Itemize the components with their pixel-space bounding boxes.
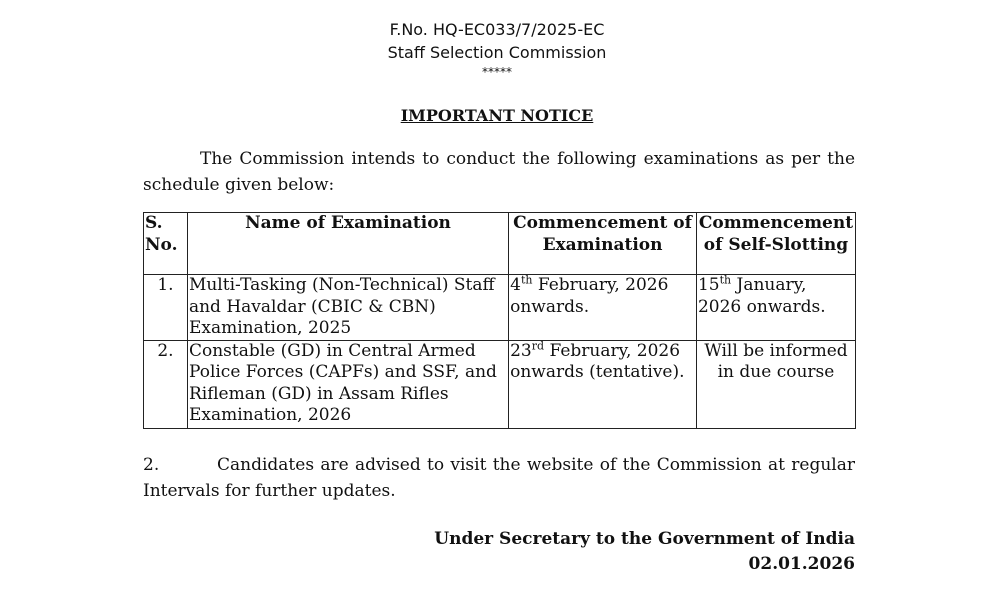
row-slot-date: Will be informed in due course [696,340,855,428]
file-number: F.No. HQ-EC033/7/2025-EC [389,20,605,39]
separator-stars: ***** [482,65,512,79]
row-exam-date [509,340,697,428]
intro-paragraph: The Commission intends to conduct the following examinations as per the schedule given below: [143,149,855,195]
slot-date-rest: January, 2026 onwards. [697,275,826,317]
row-exam-name: Multi-Tasking (Non-Technical) Staff and Havaldar (CBIC & CBN) Examination, 2025 [187,275,508,341]
slot-date-suffix: th [719,273,732,287]
exam-date-suffix: th [520,273,533,287]
exam-date-rest: February, 2026 onwards (tentative). [510,340,685,382]
advisory-text: Candidates are advised to visit the website of the Commission at regular Intervals for further updates. [143,455,855,501]
exam-date-day: 4 [510,275,521,295]
exam-schedule-table [143,212,856,429]
header-exam-name: Name of Examination [187,213,508,275]
slot-date-day: 15 [697,275,720,295]
header-sno: S. No. [144,213,188,275]
header-exam-commencement: Commencement of Examination [509,213,697,275]
row-slot-date [696,275,855,341]
table-row [144,275,856,341]
exam-date-suffix: rd [531,338,545,352]
exam-date-day: 23 [510,340,532,361]
row-exam-name: Constable (GD) in Central Armed Police Forces (CAPFs) and SSF, and Rifleman (GD) in Assam Rifles Examination, 2026 [187,340,508,428]
exam-date-rest: February, 2026 onwards. [510,275,669,317]
signatory-designation: Under Secretary to the Government of India [434,529,855,549]
row-sno: 2. [144,340,188,428]
signature-block [434,527,855,577]
table-header-row [144,213,856,275]
table-row [144,340,856,428]
organization-name: Staff Selection Commission [387,43,607,62]
notice-title-text: IMPORTANT NOTICE [400,106,594,125]
paragraph-number: 2. [143,455,160,475]
header-self-slotting: Commencement of Self-Slotting [696,213,855,275]
notice-date: 02.01.2026 [748,554,855,574]
row-sno: 1. [144,275,188,341]
notice-title [0,106,994,125]
row-exam-date [509,275,697,341]
advisory-paragraph [143,452,855,504]
